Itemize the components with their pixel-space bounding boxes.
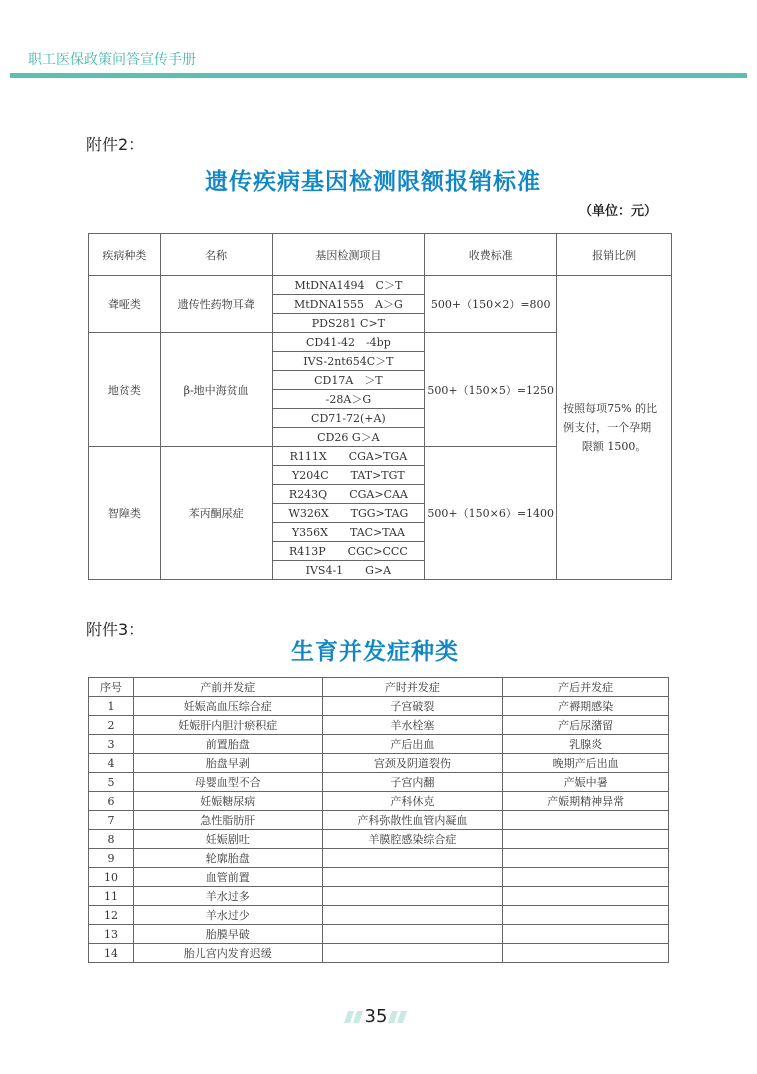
disease-name: 遗传性药物耳聋 (160, 276, 272, 333)
prenatal-complication: 轮廓胎盘 (133, 849, 322, 868)
header-rule (10, 73, 747, 78)
prenatal-complication: 母婴血型不合 (133, 773, 322, 792)
postpartum-complication (503, 830, 669, 849)
test-item: R111X CGA>TGA (272, 447, 425, 466)
row-number: 9 (89, 849, 134, 868)
fee-standard: 500+（150×5）=1250 (425, 333, 557, 447)
row-number: 10 (89, 868, 134, 887)
row-number: 14 (89, 944, 134, 963)
reimbursement-ratio (557, 276, 672, 580)
column-header: 产后并发症 (503, 678, 669, 697)
fee-standard: 500+（150×2）=800 (425, 276, 557, 333)
postpartum-complication (503, 849, 669, 868)
table-row (89, 830, 669, 849)
column-header: 名称 (160, 234, 272, 276)
intrapartum-complication: 产科弥散性血管内凝血 (322, 811, 503, 830)
postpartum-complication (503, 925, 669, 944)
row-number: 5 (89, 773, 134, 792)
row-number: 3 (89, 735, 134, 754)
prenatal-complication: 胎儿宫内发育迟缓 (133, 944, 322, 963)
intrapartum-complication: 子宫内翻 (322, 773, 503, 792)
prenatal-complication: 急性脂肪肝 (133, 811, 322, 830)
postpartum-complication: 产娠中暑 (503, 773, 669, 792)
intrapartum-complication (322, 868, 503, 887)
intrapartum-complication: 宫颈及阴道裂伤 (322, 754, 503, 773)
prenatal-complication: 妊娠高血压综合症 (133, 697, 322, 716)
postpartum-complication (503, 906, 669, 925)
test-item: Y356X TAC>TAA (272, 523, 425, 542)
disease-category: 地贫类 (89, 333, 161, 447)
prenatal-complication: 妊娠剧吐 (133, 830, 322, 849)
postpartum-complication: 晚期产后出血 (503, 754, 669, 773)
intrapartum-complication (322, 906, 503, 925)
attachment2-title: 遗传疾病基因检测限额报销标准 (205, 169, 541, 195)
test-item: W326X TGG>TAG (272, 504, 425, 523)
table-row (89, 697, 669, 716)
row-number: 8 (89, 830, 134, 849)
column-header: 疾病种类 (89, 234, 161, 276)
test-item: PDS281 C>T (272, 314, 425, 333)
row-number: 7 (89, 811, 134, 830)
gene-test-table (88, 233, 672, 580)
table-row (89, 773, 669, 792)
row-number: 11 (89, 887, 134, 906)
postpartum-complication (503, 868, 669, 887)
footer-deco-right (388, 1011, 410, 1023)
column-header: 报销比例 (557, 234, 672, 276)
table-row (89, 716, 669, 735)
intrapartum-complication: 子宫破裂 (322, 697, 503, 716)
test-item: CD26 G＞A (272, 428, 425, 447)
attachment2-label: 附件2： (86, 135, 145, 154)
test-item: MtDNA1555 A＞G (272, 295, 425, 314)
intrapartum-complication: 产后出血 (322, 735, 503, 754)
postpartum-complication: 产后尿潴留 (503, 716, 669, 735)
column-header: 基因检测项目 (272, 234, 425, 276)
row-number: 2 (89, 716, 134, 735)
complication-table (88, 677, 669, 963)
intrapartum-complication: 产科休克 (322, 792, 503, 811)
postpartum-complication: 产娠期精神异常 (503, 792, 669, 811)
prenatal-complication: 胎膜早破 (133, 925, 322, 944)
postpartum-complication (503, 811, 669, 830)
postpartum-complication: 产褥期感染 (503, 697, 669, 716)
prenatal-complication: 前置胎盘 (133, 735, 322, 754)
table-row (89, 792, 669, 811)
table-row (89, 276, 672, 295)
attachment3-label: 附件3： (86, 620, 145, 639)
row-number: 4 (89, 754, 134, 773)
prenatal-complication: 羊水过多 (133, 887, 322, 906)
ratio-line: 例支付，一个孕期 (563, 421, 652, 434)
disease-category: 智障类 (89, 447, 161, 580)
disease-category: 聋哑类 (89, 276, 161, 333)
prenatal-complication: 胎盘早剥 (133, 754, 322, 773)
test-item: CD41-42 -4bp (272, 333, 425, 352)
table-row (89, 849, 669, 868)
table-header-row (89, 234, 672, 276)
row-number: 13 (89, 925, 134, 944)
table-row (89, 811, 669, 830)
intrapartum-complication: 羊膜腔感染综合症 (322, 830, 503, 849)
fee-standard: 500+（150×6）=1400 (425, 447, 557, 580)
table-row (89, 944, 669, 963)
row-number: 6 (89, 792, 134, 811)
column-header: 序号 (89, 678, 134, 697)
column-header: 产前并发症 (133, 678, 322, 697)
intrapartum-complication (322, 944, 503, 963)
table-row (89, 735, 669, 754)
test-item: R243Q CGA>CAA (272, 485, 425, 504)
intrapartum-complication (322, 887, 503, 906)
postpartum-complication (503, 944, 669, 963)
test-item: CD17A ＞T (272, 371, 425, 390)
column-header: 收费标准 (425, 234, 557, 276)
prenatal-complication: 妊娠肝内胆汁瘀积症 (133, 716, 322, 735)
row-number: 1 (89, 697, 134, 716)
test-item: Y204C TAT>TGT (272, 466, 425, 485)
test-item: -28A＞G (272, 390, 425, 409)
table-header-row (89, 678, 669, 697)
ratio-line: 限额 1500。 (581, 440, 647, 453)
test-item: R413P CGC>CCC (272, 542, 425, 561)
table-row (89, 906, 669, 925)
prenatal-complication: 妊娠糖尿病 (133, 792, 322, 811)
attachment3-title: 生育并发症种类 (291, 639, 459, 665)
column-header: 产时并发症 (322, 678, 503, 697)
test-item: MtDNA1494 C＞T (272, 276, 425, 295)
intrapartum-complication (322, 925, 503, 944)
intrapartum-complication (322, 849, 503, 868)
intrapartum-complication: 羊水栓塞 (322, 716, 503, 735)
page-number: 35 (364, 1006, 388, 1027)
test-item: CD71-72(+A) (272, 409, 425, 428)
prenatal-complication: 羊水过少 (133, 906, 322, 925)
prenatal-complication: 血管前置 (133, 868, 322, 887)
unit-label: （单位：元） (578, 204, 657, 219)
test-item: IVS-2nt654C＞T (272, 352, 425, 371)
ratio-line: 按照每项75% 的比 (563, 402, 658, 415)
row-number: 12 (89, 906, 134, 925)
header-title: 职工医保政策问答宣传手册 (28, 52, 196, 68)
disease-name: 苯丙酮尿症 (160, 447, 272, 580)
table-row (89, 754, 669, 773)
disease-name: β-地中海贫血 (160, 333, 272, 447)
table-row (89, 887, 669, 906)
table-row (89, 868, 669, 887)
postpartum-complication: 乳腺炎 (503, 735, 669, 754)
table-row (89, 925, 669, 944)
test-item: IVS4-1 G>A (272, 561, 425, 580)
postpartum-complication (503, 887, 669, 906)
